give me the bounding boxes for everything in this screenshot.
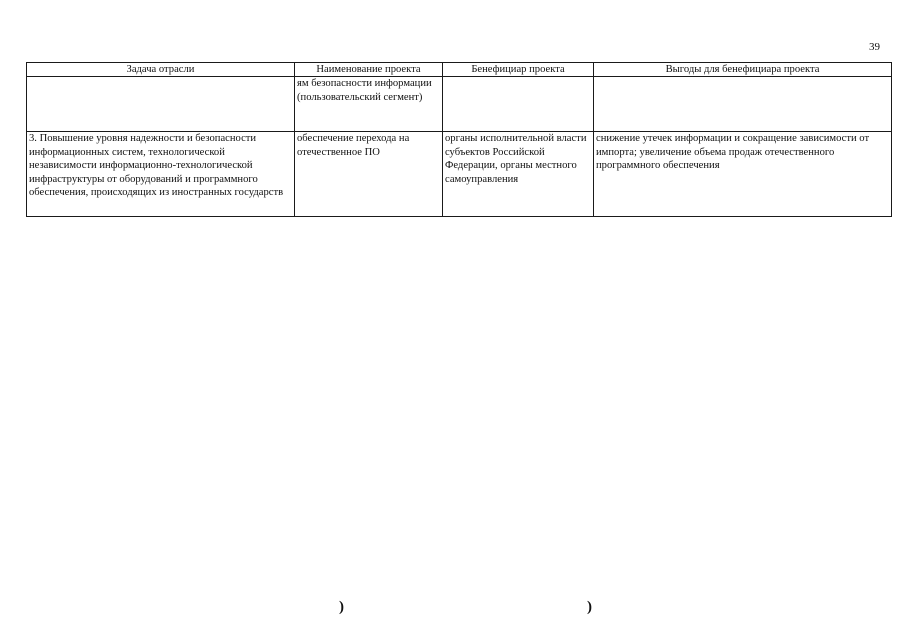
binding-marks [0, 598, 905, 618]
cell-project-text: ям безопасности информации (пользовательский сегмент) [297, 78, 432, 103]
document-table [26, 62, 892, 217]
cell-benefits [594, 132, 892, 217]
cell-project-text: обеспечение перехода на отечественное ПО [297, 133, 410, 158]
cell-beneficiary [443, 77, 594, 132]
cell-project [295, 77, 443, 132]
page-number: 39 [869, 41, 880, 53]
header-benefits: Выгоды для бенефициара проекта [594, 63, 892, 77]
table-header-row [27, 63, 892, 77]
cell-project [295, 132, 443, 217]
table-header [27, 63, 892, 77]
header-beneficiary: Бенефициар проекта [443, 63, 594, 77]
binding-mark-right: ) [587, 599, 592, 615]
table-body [27, 77, 892, 217]
header-task: Задача отрасли [27, 63, 295, 77]
header-project: Наименование проекта [295, 63, 443, 77]
cell-task [27, 77, 295, 132]
table-row [27, 77, 892, 132]
cell-benefits [594, 77, 892, 132]
cell-benefits-text: снижение утечек информации и сокращение зависимости от импорта; увеличение объема продаж отечественного программного обеспечения [596, 133, 870, 172]
table-row [27, 132, 892, 217]
cell-task-text: 3. Повышение уровня надежности и безопасности информационных систем, технологической независимости информационно-технологической инфраструктуры от оборудований и программного обеспечения, происходящих из иностранных государств [29, 133, 284, 199]
cell-beneficiary [443, 132, 594, 217]
document-table-wrapper [26, 62, 891, 217]
cell-task [27, 132, 295, 217]
cell-beneficiary-text: органы исполнительной власти субъектов Российской Федерации, органы местного самоуправления [445, 133, 587, 185]
binding-mark-left: ) [339, 599, 344, 615]
